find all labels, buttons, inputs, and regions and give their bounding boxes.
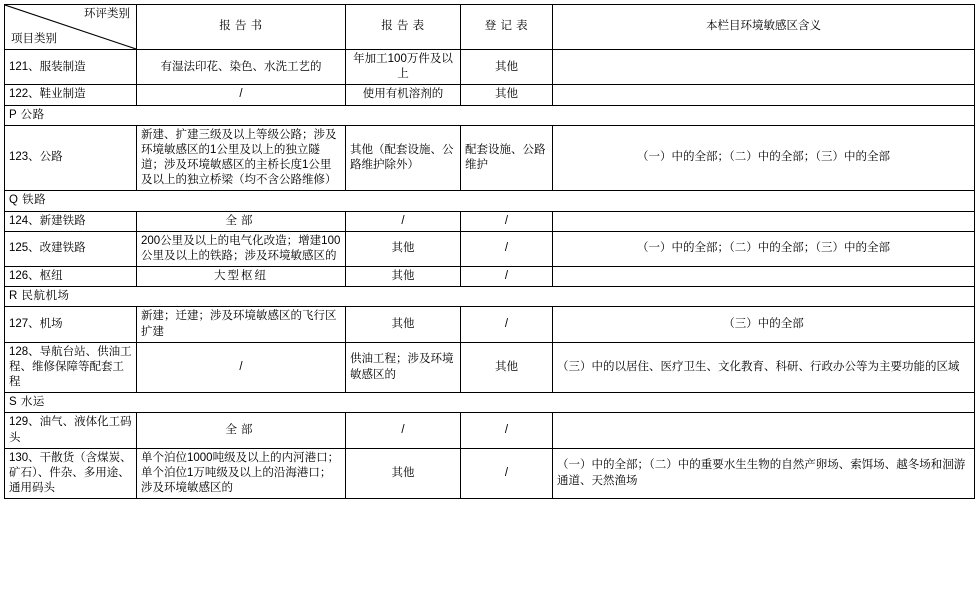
table-row [5,211,975,231]
cell-report-book: 单个泊位1000吨级及以上的内河港口；单个泊位1万吨级及以上的沿海港口；涉及环境敏感区的 [137,448,346,499]
section-row-r [5,287,975,307]
cell-report-form: 其他 [346,448,461,499]
cell-report-form: 其他 [346,231,461,266]
cell-meaning: （一）中的全部；（二）中的重要水生生物的自然产卵场、索饵场、越冬场和洄游通道、天然渔场 [553,448,975,499]
cell-registration: / [461,231,553,266]
cell-registration: 其他 [461,85,553,105]
section-label: S 水运 [5,393,975,413]
header-report-book: 报 告 书 [137,5,346,50]
header-corner-cell [5,5,137,50]
header-registration-form: 登 记 表 [461,5,553,50]
cell-meaning [553,50,975,85]
row-label: 127、机场 [5,307,137,342]
cell-registration: 其他 [461,342,553,393]
document-page [0,4,980,607]
section-label: Q 铁路 [5,191,975,211]
row-label: 124、新建铁路 [5,211,137,231]
cell-report-book: 有湿法印花、染色、水洗工艺的 [137,50,346,85]
header-report-form: 报 告 表 [346,5,461,50]
cell-registration: 配套设施、公路维护 [461,125,553,191]
cell-report-form: 其他 [346,307,461,342]
row-label: 121、服装制造 [5,50,137,85]
cell-report-book: 新建、扩建三级及以上等级公路；涉及环境敏感区的1公里及以上的独立隧道；涉及环境敏感区的主桥长度1公里及以上的独立桥梁（均不含公路维修） [137,125,346,191]
section-row-p [5,105,975,125]
section-row-s [5,393,975,413]
header-project-category-label: 项目类别 [11,32,57,45]
cell-report-form: 年加工100万件及以上 [346,50,461,85]
cell-report-book: 新建；迁建；涉及环境敏感区的飞行区扩建 [137,307,346,342]
cell-report-form: / [346,211,461,231]
table-row [5,448,975,499]
row-label: 125、改建铁路 [5,231,137,266]
table-row [5,413,975,448]
cell-registration: / [461,211,553,231]
row-label: 129、油气、液体化工码头 [5,413,137,448]
table-row [5,85,975,105]
table-row [5,342,975,393]
cell-registration: 其他 [461,50,553,85]
cell-meaning [553,211,975,231]
cell-registration: / [461,448,553,499]
cell-meaning [553,413,975,448]
cell-report-form: 其他（配套设施、公路维护除外） [346,125,461,191]
cell-meaning: （三）中的全部 [553,307,975,342]
table-row [5,50,975,85]
cell-report-form: 供油工程；涉及环境敏感区的 [346,342,461,393]
table-row [5,307,975,342]
cell-report-book: / [137,342,346,393]
row-label: 130、干散货（含煤炭、矿石）、件杂、多用途、通用码头 [5,448,137,499]
table-row [5,267,975,287]
cell-report-book: 全部 [137,211,346,231]
cell-report-form: 其他 [346,267,461,287]
cell-registration: / [461,413,553,448]
cell-meaning: （一）中的全部；（二）中的全部；（三）中的全部 [553,125,975,191]
header-eia-category-label: 环评类别 [84,8,130,20]
cell-registration: / [461,307,553,342]
row-label: 123、公路 [5,125,137,191]
cell-meaning: （一）中的全部；（二）中的全部；（三）中的全部 [553,231,975,266]
cell-meaning [553,85,975,105]
cell-report-form: 使用有机溶剂的 [346,85,461,105]
cell-report-book: / [137,85,346,105]
header-sensitive-area-meaning: 本栏目环境敏感区含义 [553,5,975,50]
row-label: 128、导航台站、供油工程、维修保障等配套工程 [5,342,137,393]
section-label: P 公路 [5,105,975,125]
section-row-q [5,191,975,211]
cell-report-book: 大型枢纽 [137,267,346,287]
eia-category-table [4,4,975,499]
cell-registration: / [461,267,553,287]
table-row [5,231,975,266]
cell-report-form: / [346,413,461,448]
table-row [5,125,975,191]
section-label: R 民航机场 [5,287,975,307]
cell-report-book: 200公里及以上的电气化改造；增建100公里及以上的铁路；涉及环境敏感区的 [137,231,346,266]
cell-meaning [553,267,975,287]
row-label: 126、枢纽 [5,267,137,287]
row-label: 122、鞋业制造 [5,85,137,105]
cell-report-book: 全部 [137,413,346,448]
table-header-row [5,5,975,50]
cell-meaning: （三）中的以居住、医疗卫生、文化教育、科研、行政办公等为主要功能的区域 [553,342,975,393]
